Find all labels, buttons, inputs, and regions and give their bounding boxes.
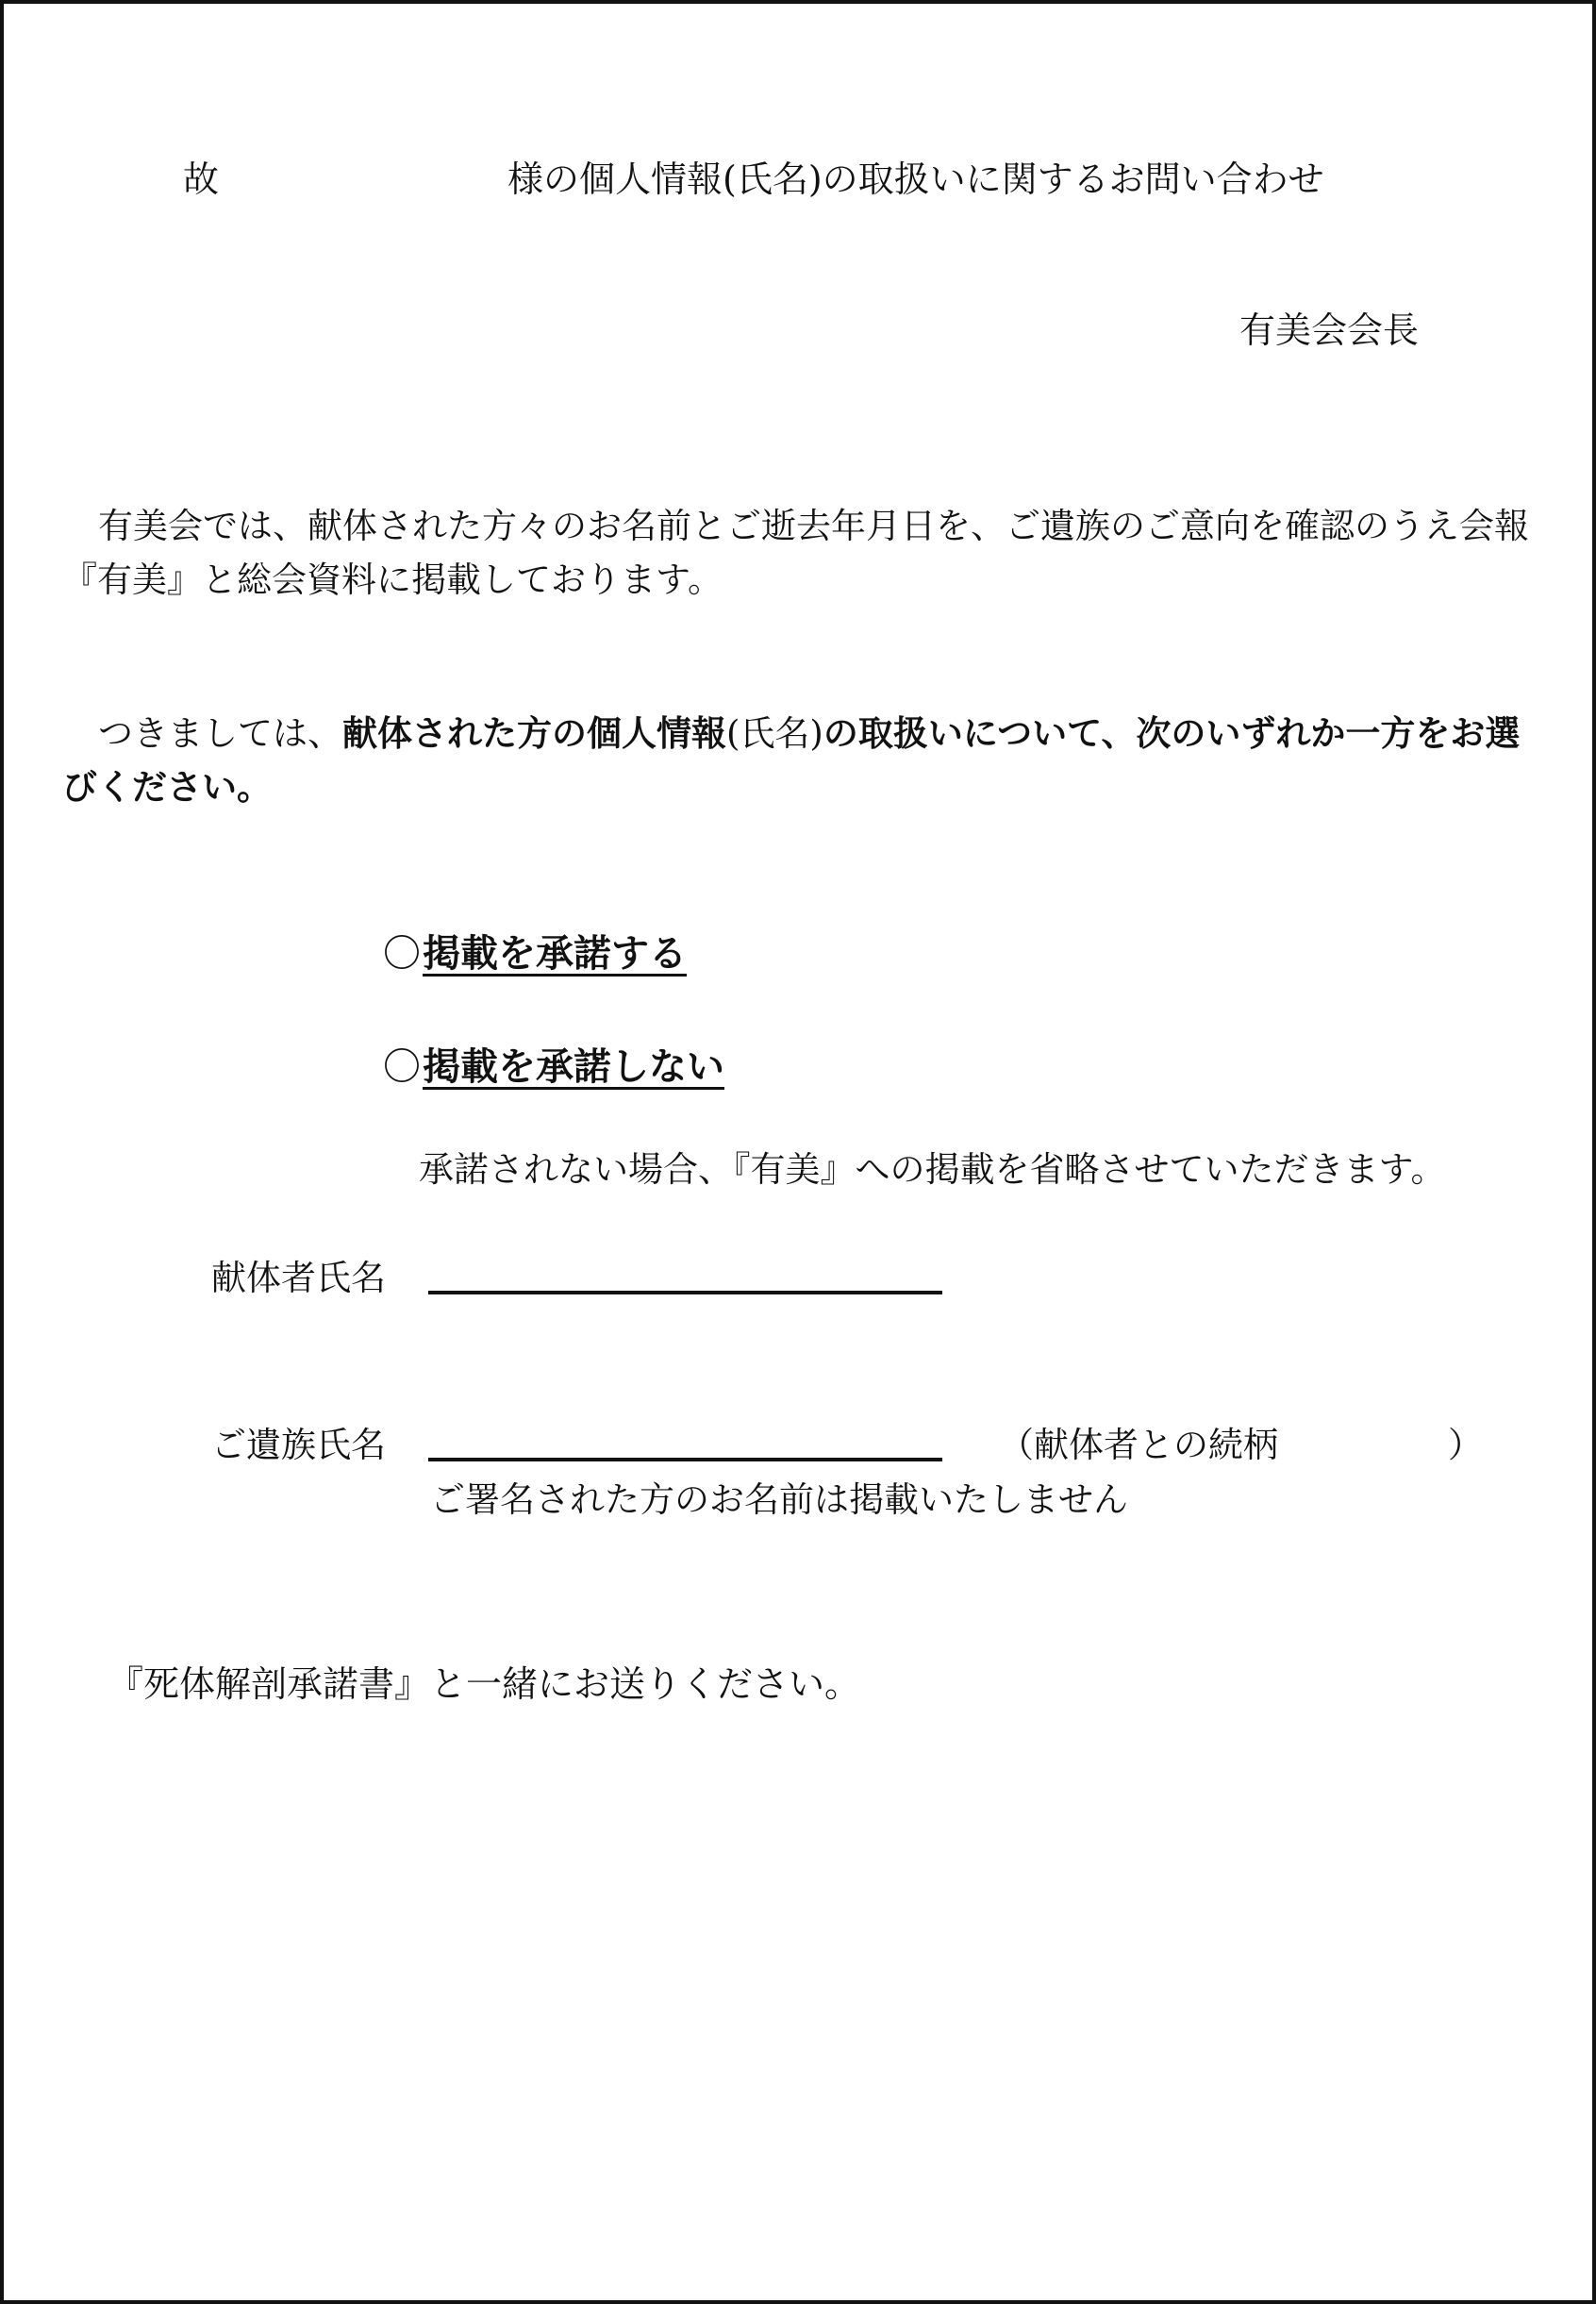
relationship-label-open: （献体者との続柄 [999, 1425, 1278, 1465]
footer-instruction: 『死体解剖承諾書』と一緒にお送りください。 [108, 1663, 861, 1705]
option-accept[interactable] [383, 924, 687, 977]
option-decline-label: 掲載を承諾しない [423, 1045, 724, 1089]
instruction-paragraph [62, 707, 1534, 814]
sender-name: 有美会会長 [1239, 309, 1420, 351]
donor-name-field[interactable] [428, 1291, 942, 1294]
instruction-bold-a: 献体された方の個人情報 [342, 713, 726, 754]
option-decline[interactable] [383, 1037, 724, 1091]
radio-circle-icon[interactable]: 〇 [383, 1045, 421, 1089]
family-name-field[interactable] [428, 1458, 942, 1461]
intro-paragraph [62, 499, 1534, 607]
donor-name-label: 献体者氏名 [211, 1258, 386, 1298]
decline-note: 承諾されない場合、『有美』への掲載を省略させていただきます。 [419, 1149, 1446, 1190]
instruction-bold-b: の取扱いについて、次のいずれか一方をお選びください。 [62, 713, 1521, 808]
intro-paragraph-text: 有美会では、献体された方々のお名前とご逝去年月日を、ご遺族のご意向を確認のうえ会報『有美』と総会資料に掲載しております。 [62, 506, 1529, 600]
family-name-note: ご署名された方のお名前は掲載いたしません [430, 1479, 1128, 1520]
instruction-paren: (氏名) [726, 713, 823, 754]
instruction-lead: つきましては、 [98, 713, 342, 754]
relationship-label-close: ） [1448, 1425, 1483, 1465]
radio-circle-icon[interactable]: 〇 [383, 932, 421, 976]
option-accept-label: 掲載を承諾する [423, 932, 687, 976]
family-name-label: ご遺族氏名 [211, 1425, 386, 1465]
document-title: 様の個人情報(氏名)の取扱いに関するお問い合わせ [507, 159, 1324, 200]
title-prefix: 故 [183, 159, 220, 200]
relationship-field[interactable] [999, 1416, 1483, 1467]
